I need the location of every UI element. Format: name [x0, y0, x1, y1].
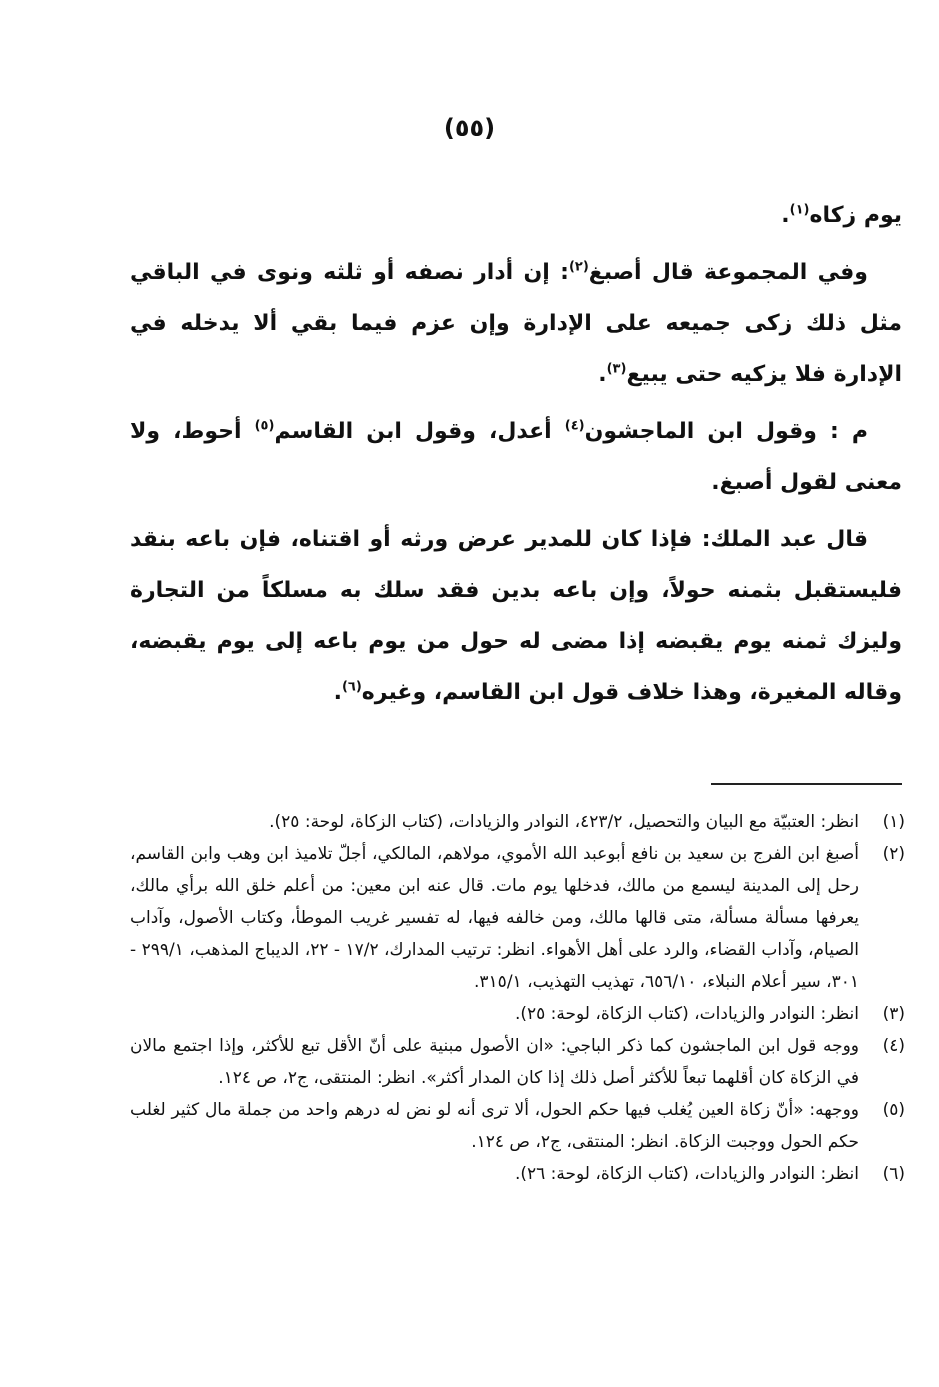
paragraph-text: قال عبد الملك: فإذا كان للمدير عرض ورثه أو اقتناه، فإن باعه بنقد فليستقبل بثمنه حولاً، وإن باعه بدين فقد سلك به مسلكاً من التجارة وليزك ثمنه يوم يقبضه إذا مضى له حول من يوم باعه إلى يوم يقبضه، وقاله المغيرة، وهذا خلاف قول ابن القاسم، وغيره: [130, 527, 902, 705]
footnote-text: انظر: العتبيّة مع البيان والتحصيل، ٤٢٣/٢، النوادر والزيادات، (كتاب الزكاة، لوحة: ٢٥).: [269, 812, 859, 832]
footnote-item: [130, 1030, 905, 1094]
paragraph-1: [130, 190, 902, 241]
footnote-item: [130, 1158, 905, 1190]
paragraph-3: [130, 406, 902, 508]
footnote-ref[interactable]: (٢): [568, 259, 589, 275]
paragraph-text: أحوط، ولا معنى لقول أصبغ.: [130, 419, 902, 495]
footnote-number: (٥): [882, 1100, 905, 1120]
paragraph-text: يوم زكاه: [809, 203, 902, 228]
footnote-item: [130, 998, 905, 1030]
paragraph-text: وفي المجموعة قال أصبغ: [588, 260, 868, 285]
footnote-text: انظر: النوادر والزيادات، (كتاب الزكاة، لوحة: ٢٥).: [514, 1004, 859, 1024]
footnote-number: (٢): [882, 844, 905, 864]
footnote-number: (٤): [882, 1036, 905, 1056]
paragraph-text: .: [333, 680, 342, 705]
paragraph-text: .: [598, 362, 607, 387]
footnote-text: ووجهه: «أنّ زكاة العين يُغلب فيها حكم الحول، ألا ترى أنه لو نض له درهم واحد من جملة مال كثير لغلب حكم الحول ووجبت الزكاة. انظر: المنتقى، ج٢، ص ١٢٤.: [130, 1100, 859, 1152]
footnote-ref[interactable]: (٦): [341, 679, 362, 695]
footnote-number: (٣): [882, 1004, 905, 1024]
page-number: (٥٥): [443, 114, 496, 142]
paragraph-text: أعدل، وقول ابن القاسم: [274, 419, 565, 444]
footnote-ref[interactable]: (٤): [564, 418, 585, 434]
footnote-ref[interactable]: (٥): [254, 418, 275, 434]
paragraph-text: .: [781, 203, 790, 228]
footnote-item: [130, 806, 905, 838]
footnote-text: انظر: النوادر والزيادات، (كتاب الزكاة، لوحة: ٢٦).: [514, 1164, 859, 1184]
footnote-divider: [711, 783, 902, 785]
footnote-text: أصبغ ابن الفرج بن سعيد بن نافع أبوعبد الله الأموي، مولاهم، المالكي، أجلّ تلاميذ ابن وهب وابن القاسم، رحل إلى المدينة ليسمع من مالك، فدخلها يوم مات. قال عنه ابن معين: من أعلم خلق الله برأي مالك، يعرفها مسألة مسألة، متى قالها مالك، ومن خالفه فيها، له تفسير غريب الموطأ، وكتاب الأصول، وآداب الصيام، وآداب القضاء، والرد على أهل الأهواء. انظر: ترتيب المدارك، ١٧/٢ - ٢٢، الديباج المذهب، ٢٩٩/١ - ٣٠١، سير أعلام النبلاء، ٦٥٦/١٠، تهذيب التهذيب، ٣١٥/١.: [130, 844, 859, 992]
footnote-number: (٦): [882, 1164, 905, 1184]
paragraph-text: م : وقول ابن الماجشون: [584, 419, 868, 444]
footnote-item: [130, 1094, 905, 1158]
footnote-number: (١): [882, 812, 905, 832]
paragraph-text: : إن أدار نصفه أو ثلثه ونوى في الباقي مثل ذلك زكى جميعه على الإدارة وإن عزم فيما بقي ألا يدخله في الإدارة فلا يزكيه حتى يبيع: [130, 260, 902, 387]
main-text: [130, 190, 902, 718]
paragraph-4: [130, 514, 902, 718]
footnote-text: ووجه قول ابن الماجشون كما ذكر الباجي: «ان الأصول مبنية على أنّ الأقل تبع للأكثر، وإذا اجتمع مالان في الزكاة كان أقلهما تبعاً للأكثر أصل ذلك إذا كان المدار أكثر». انظر: المنتقى، ج٢، ص ١٢٤.: [130, 1036, 859, 1088]
paragraph-2: [130, 247, 902, 400]
footnote-ref[interactable]: (٣): [606, 361, 627, 377]
footnotes-section: [130, 806, 905, 1190]
footnote-item: [130, 838, 905, 998]
footnote-ref[interactable]: (١): [789, 202, 810, 218]
